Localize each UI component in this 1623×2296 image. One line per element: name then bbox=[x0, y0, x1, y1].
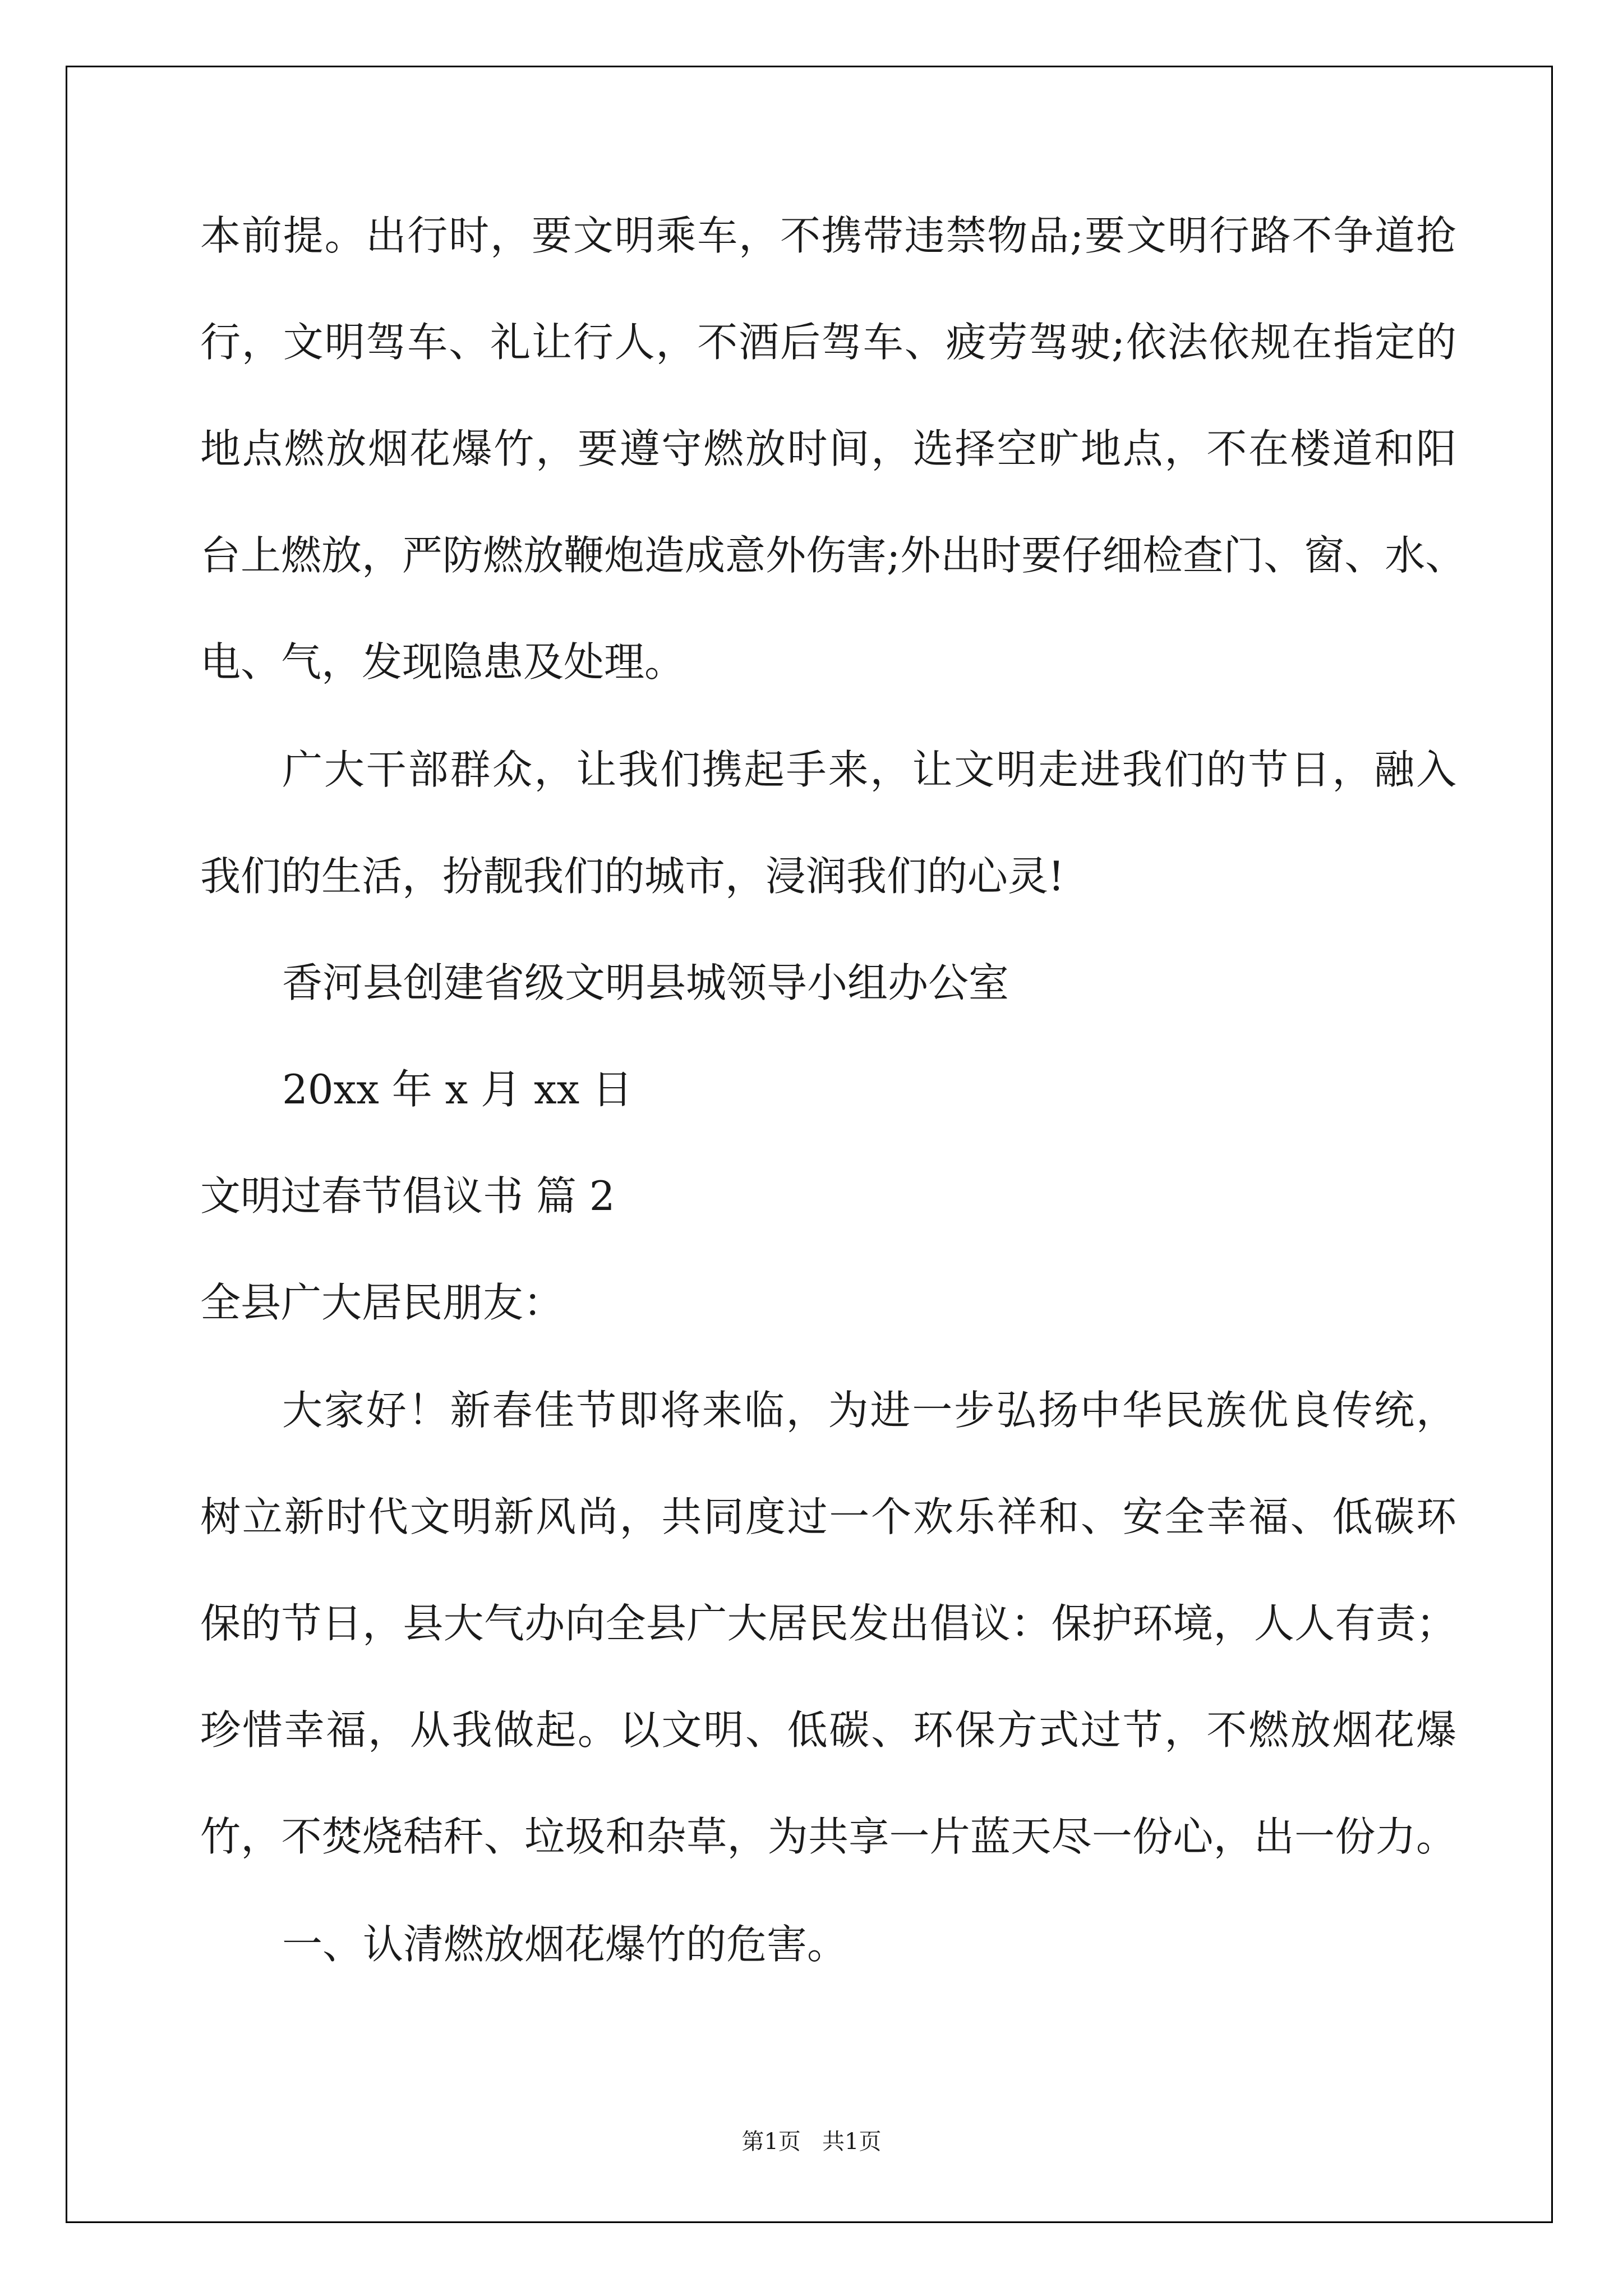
paragraph-line: 行，文明驾车、礼让行人，不酒后驾车、疲劳驾驶;依法依规在指定的 bbox=[200, 319, 1456, 366]
paragraph-line: 本前提。出行时，要文明乘车，不携带违禁物品;要文明行路不争道抢 bbox=[200, 212, 1456, 259]
section-title: 文明过春节倡议书 篇 2 bbox=[200, 1172, 615, 1220]
paragraph-line: 广大干部群众，让我们携起手来，让文明走进我们的节日，融入 bbox=[282, 746, 1456, 793]
section-heading: 一、认清燃放烟花爆竹的危害。 bbox=[282, 1921, 848, 1968]
paragraph-line: 我们的生活，扮靓我们的城市，浸润我们的心灵! bbox=[200, 853, 1064, 900]
page-footer: 第1页 共1页 bbox=[741, 2129, 882, 2155]
paragraph-line: 台上燃放，严防燃放鞭炮造成意外伤害;外出时要仔细检查门、窗、水、 bbox=[200, 532, 1466, 579]
salutation: 全县广大居民朋友： bbox=[200, 1279, 564, 1326]
paragraph-line: 保的节日，县大气办向全县广大居民发出倡议：保护环境，人人有责； bbox=[200, 1600, 1456, 1647]
paragraph-line: 珍惜幸福，从我做起。以文明、低碳、环保方式过节，不燃放烟花爆 bbox=[200, 1706, 1456, 1754]
paragraph-line: 地点燃放烟花爆竹，要遵守燃放时间，选择空旷地点，不在楼道和阳 bbox=[200, 425, 1456, 472]
page-border bbox=[66, 66, 1553, 2223]
signature-date: 20xx 年 x 月 xx 日 bbox=[282, 1066, 633, 1113]
paragraph-line: 电、气，发现隐患及处理。 bbox=[200, 638, 685, 685]
paragraph-line: 大家好！新春佳节即将来临，为进一步弘扬中华民族优良传统， bbox=[282, 1387, 1456, 1434]
paragraph-line: 竹，不焚烧秸秆、垃圾和杂草，为共享一片蓝天尽一份心，出一份力。 bbox=[200, 1813, 1456, 1860]
signature-organization: 香河县创建省级文明县城领导小组办公室 bbox=[282, 959, 1009, 1006]
paragraph-line: 树立新时代文明新风尚，共同度过一个欢乐祥和、安全幸福、低碳环 bbox=[200, 1493, 1456, 1540]
